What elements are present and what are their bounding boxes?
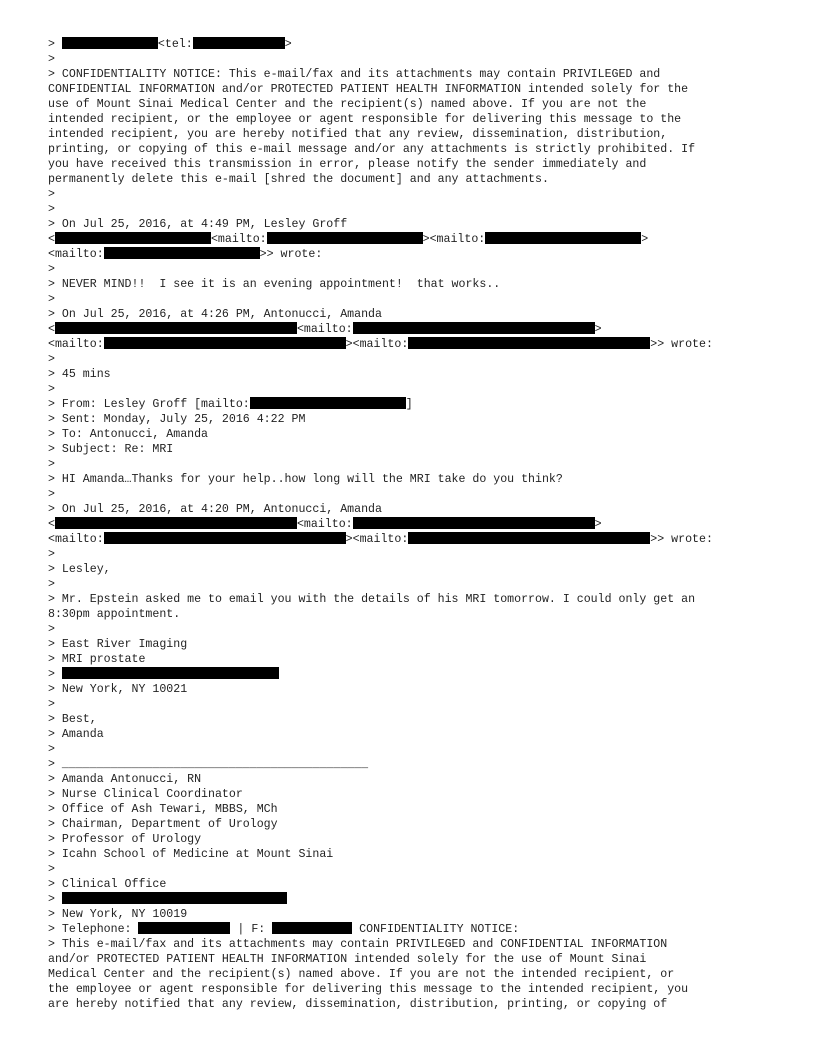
line-text: <mailto: xyxy=(296,323,353,336)
line-text: > xyxy=(48,578,55,591)
line-text: > Professor of Urology xyxy=(48,833,202,846)
line-text: > Subject: Re: MRI xyxy=(48,443,174,456)
text-line xyxy=(48,862,788,877)
line-text: < xyxy=(48,323,55,336)
line-text: ><mailto: xyxy=(422,233,486,246)
line-text: < xyxy=(48,233,55,246)
line-text: permanently delete this e-mail [shred the document] and any attachments. xyxy=(48,173,549,186)
text-line xyxy=(48,472,788,487)
line-text: use of Mount Sinai Medical Center and the recipient(s) named above. If you are not the xyxy=(48,98,647,111)
text-line xyxy=(48,877,788,892)
text-line xyxy=(48,982,788,997)
line-text: > This e-mail/fax and its attachments may contain PRIVILEGED and CONFIDENTIAL INFORMATION xyxy=(48,938,668,951)
redaction-box xyxy=(104,337,346,349)
line-text: > xyxy=(48,863,55,876)
text-line xyxy=(48,337,788,352)
line-text: and/or PROTECTED PATIENT HEALTH INFORMATION intended solely for the use of Mount Sinai xyxy=(48,953,647,966)
text-line xyxy=(48,307,788,322)
line-text: <mailto: xyxy=(210,233,267,246)
line-text: > xyxy=(48,203,55,216)
line-text: >> wrote: xyxy=(650,338,713,351)
text-line xyxy=(48,802,788,817)
line-text: > xyxy=(48,293,55,306)
text-line xyxy=(48,277,788,292)
line-text: ] xyxy=(405,398,413,411)
line-text: | F: xyxy=(230,923,273,936)
text-line xyxy=(48,397,788,412)
line-text: <mailto: xyxy=(296,518,353,531)
line-text: > xyxy=(48,548,55,561)
text-line xyxy=(48,817,788,832)
text-line xyxy=(48,682,788,697)
redaction-box xyxy=(272,922,352,934)
text-line xyxy=(48,427,788,442)
line-text: > Telephone: xyxy=(48,923,139,936)
line-text: > xyxy=(594,323,602,336)
text-line xyxy=(48,652,788,667)
redaction-box xyxy=(55,322,297,334)
line-text: > xyxy=(48,263,55,276)
redaction-box xyxy=(408,337,650,349)
text-line xyxy=(48,82,788,97)
text-line xyxy=(48,202,788,217)
email-document xyxy=(48,37,788,1012)
text-line xyxy=(48,967,788,982)
line-text: < xyxy=(48,518,55,531)
text-line xyxy=(48,832,788,847)
text-line xyxy=(48,367,788,382)
line-text: > Icahn School of Medicine at Mount Sinai xyxy=(48,848,334,861)
line-text: > xyxy=(48,623,55,636)
text-line xyxy=(48,592,788,607)
redaction-box xyxy=(55,517,297,529)
line-text: > xyxy=(48,743,55,756)
redaction-box xyxy=(104,247,260,259)
text-line xyxy=(48,487,788,502)
text-line xyxy=(48,637,788,652)
redaction-box xyxy=(62,37,158,49)
line-text: > Sent: Monday, July 25, 2016 4:22 PM xyxy=(48,413,306,426)
line-text: the employee or agent responsible for delivering this message to the intended recipient, you xyxy=(48,983,689,996)
text-line xyxy=(48,607,788,622)
line-text: > Clinical Office xyxy=(48,878,167,891)
text-line xyxy=(48,892,788,907)
text-line xyxy=(48,937,788,952)
line-text: >> wrote: xyxy=(650,533,713,546)
text-line xyxy=(48,772,788,787)
redaction-box xyxy=(138,922,230,934)
text-line xyxy=(48,142,788,157)
text-line xyxy=(48,172,788,187)
line-text: intended recipient, or the employee or agent responsible for delivering this message to the xyxy=(48,113,682,126)
line-text: > Lesley, xyxy=(48,563,111,576)
line-text: are hereby notified that any review, dissemination, distribution, printing, or copying of xyxy=(48,998,668,1011)
line-text: > Office of Ash Tewari, MBBS, MCh xyxy=(48,803,278,816)
text-line xyxy=(48,457,788,472)
line-text: > xyxy=(48,698,55,711)
text-line xyxy=(48,847,788,862)
line-text: <mailto: xyxy=(48,338,104,351)
line-text: > xyxy=(594,518,602,531)
line-text: >> wrote: xyxy=(259,248,323,261)
text-line xyxy=(48,127,788,142)
redaction-box xyxy=(104,532,346,544)
line-text: > Amanda xyxy=(48,728,104,741)
text-line xyxy=(48,292,788,307)
line-text: > Chairman, Department of Urology xyxy=(48,818,278,831)
text-line xyxy=(48,112,788,127)
text-line xyxy=(48,412,788,427)
text-line xyxy=(48,442,788,457)
line-text: > East River Imaging xyxy=(48,638,188,651)
line-text: > On Jul 25, 2016, at 4:49 PM, Lesley Groff xyxy=(48,218,348,231)
text-line xyxy=(48,232,788,247)
text-line xyxy=(48,67,788,82)
line-text: you have received this transmission in error, please notify the sender immediately and xyxy=(48,158,647,171)
line-text: > From: Lesley Groff [mailto: xyxy=(48,398,250,411)
line-text: > xyxy=(48,38,62,51)
redaction-box xyxy=(353,517,595,529)
text-line xyxy=(48,52,788,67)
text-line xyxy=(48,922,788,937)
redaction-box xyxy=(408,532,650,544)
line-text: > ____________________________________________ xyxy=(48,758,369,771)
line-text: > xyxy=(48,383,55,396)
redaction-box xyxy=(250,397,406,409)
text-line xyxy=(48,382,788,397)
text-line xyxy=(48,502,788,517)
line-text: ><mailto: xyxy=(345,338,409,351)
line-text: <mailto: xyxy=(48,248,104,261)
text-line xyxy=(48,187,788,202)
line-text: > NEVER MIND!! I see it is an evening appointment! that works.. xyxy=(48,278,501,291)
line-text: CONFIDENTIALITY NOTICE: xyxy=(352,923,520,936)
line-text: > HI Amanda…Thanks for your help..how long will the MRI take do you think? xyxy=(48,473,563,486)
text-line xyxy=(48,217,788,232)
line-text: > xyxy=(48,53,55,66)
text-line xyxy=(48,532,788,547)
line-text: > xyxy=(48,188,55,201)
line-text: Medical Center and the recipient(s) named above. If you are not the intended recipient, or xyxy=(48,968,675,981)
line-text: > Amanda Antonucci, RN xyxy=(48,773,202,786)
line-text: > xyxy=(48,893,62,906)
line-text: > Best, xyxy=(48,713,97,726)
text-line xyxy=(48,562,788,577)
line-text: CONFIDENTIAL INFORMATION and/or PROTECTED PATIENT HEALTH INFORMATION intended solely for the xyxy=(48,83,689,96)
redaction-box xyxy=(193,37,285,49)
line-text: > xyxy=(48,353,55,366)
redaction-box xyxy=(267,232,423,244)
line-text: > Nurse Clinical Coordinator xyxy=(48,788,243,801)
line-text: > New York, NY 10019 xyxy=(48,908,188,921)
line-text: > On Jul 25, 2016, at 4:20 PM, Antonucci, Amanda xyxy=(48,503,382,516)
line-text: > New York, NY 10021 xyxy=(48,683,188,696)
line-text: ><mailto: xyxy=(345,533,409,546)
text-line xyxy=(48,322,788,337)
line-text: > xyxy=(48,668,62,681)
text-line xyxy=(48,262,788,277)
text-line xyxy=(48,247,788,262)
line-text: 8:30pm appointment. xyxy=(48,608,181,621)
line-text: > xyxy=(641,233,649,246)
line-text: printing, or copying of this e-mail message and/or any attachments is strictly prohibited. If xyxy=(48,143,696,156)
line-text: > 45 mins xyxy=(48,368,111,381)
redaction-box xyxy=(55,232,211,244)
text-line xyxy=(48,37,788,52)
line-text: <mailto: xyxy=(48,533,104,546)
line-text: > On Jul 25, 2016, at 4:26 PM, Antonucci, Amanda xyxy=(48,308,382,321)
text-line xyxy=(48,727,788,742)
line-text: intended recipient, you are hereby notified that any review, dissemination, distribution, xyxy=(48,128,668,141)
line-text: > To: Antonucci, Amanda xyxy=(48,428,209,441)
text-line xyxy=(48,787,788,802)
line-text: > xyxy=(48,488,55,501)
line-text: > xyxy=(48,458,55,471)
line-text: <tel: xyxy=(157,38,193,51)
redaction-box xyxy=(62,667,279,679)
text-line xyxy=(48,577,788,592)
redaction-box xyxy=(485,232,641,244)
line-text: > Mr. Epstein asked me to email you with the details of his MRI tomorrow. I could only get an xyxy=(48,593,696,606)
text-line xyxy=(48,697,788,712)
line-text: > CONFIDENTIALITY NOTICE: This e-mail/fax and its attachments may contain PRIVILEGED and xyxy=(48,68,661,81)
text-line xyxy=(48,757,788,772)
text-line xyxy=(48,742,788,757)
text-line xyxy=(48,622,788,637)
text-line xyxy=(48,952,788,967)
line-text: > MRI prostate xyxy=(48,653,146,666)
text-line xyxy=(48,712,788,727)
text-line xyxy=(48,352,788,367)
redaction-box xyxy=(62,892,287,904)
line-text: > xyxy=(284,38,292,51)
text-line xyxy=(48,547,788,562)
text-line xyxy=(48,907,788,922)
text-line xyxy=(48,517,788,532)
text-line xyxy=(48,997,788,1012)
text-line xyxy=(48,667,788,682)
text-line xyxy=(48,97,788,112)
redaction-box xyxy=(353,322,595,334)
text-line xyxy=(48,157,788,172)
